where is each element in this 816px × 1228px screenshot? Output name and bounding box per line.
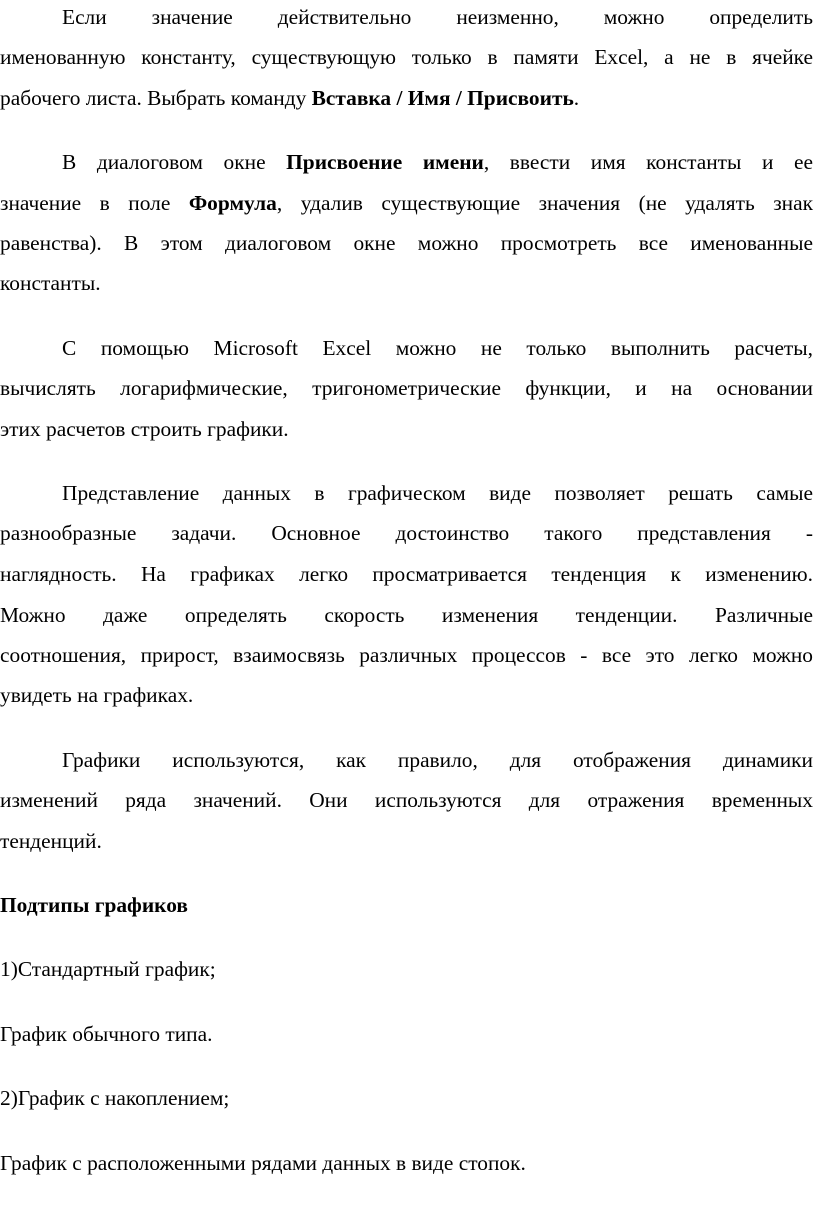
paragraph-3-line-2: вычислять логарифмические, тригонометрические функции, и на основании <box>0 376 813 400</box>
paragraph-3-line-3: этих расчетов строить графики. <box>0 417 289 441</box>
paragraph-4-line-5: соотношения, прирост, взаимосвязь различных процессов - все это легко можно <box>0 643 813 667</box>
menu-command-insert-name-define: Вставка / Имя / Присвоить <box>311 86 574 110</box>
list-item: График с расположенными рядами данных в виде стопок. <box>0 1151 526 1175</box>
paragraph-2-text-cont: , ввести имя константы и ее <box>483 150 814 174</box>
dialog-name-define: Присвоение имени <box>286 150 484 174</box>
paragraph-4-line-1: Представление данных в графическом виде позволяет решать самые <box>62 481 813 505</box>
paragraph-2-text-2: значение в поле <box>0 191 189 215</box>
paragraph-4-line-3: наглядность. На графиках легко просматривается тенденция к изменению. <box>0 562 813 586</box>
paragraph-5-line-1: Графики используются, как правило, для отображения динамики <box>62 748 813 772</box>
paragraph-2-line-2 <box>0 188 813 218</box>
paragraph-4-line-2: разнообразные задачи. Основное достоинство такого представления - <box>0 521 813 545</box>
paragraph-2-line-4: константы. <box>0 271 101 295</box>
field-formula: Формула <box>188 191 277 215</box>
list-item: 1)Стандартный график; <box>0 957 216 981</box>
paragraph-3-line-1: С помощью Microsoft Excel можно не только выполнить расчеты, <box>62 336 813 360</box>
paragraph-1-line-3 <box>0 83 813 113</box>
list-item: 2)График с накоплением; <box>0 1086 230 1110</box>
paragraph-2-line-3: равенства). В этом диалоговом окне можно просмотреть все именованные <box>0 231 813 255</box>
paragraph-1-text: рабочего листа. Выбрать команду <box>0 86 312 110</box>
section-heading-text: Подтипы графиков <box>0 893 188 917</box>
section-heading <box>0 890 813 920</box>
paragraph-2-text: В диалоговом окне <box>62 150 287 174</box>
paragraph-1-line-1: Если значение действительно неизменно, можно определить <box>62 5 813 29</box>
list-item: График обычного типа. <box>0 1022 213 1046</box>
paragraph-5-line-2: изменений ряда значений. Они используются для отражения временных <box>0 788 813 812</box>
paragraph-2-line-1 <box>62 147 813 177</box>
paragraph-1-period: . <box>573 86 580 110</box>
paragraph-4-line-4: Можно даже определять скорость изменения тенденции. Различные <box>0 603 813 627</box>
paragraph-1-line-2: именованную константу, существующую только в памяти Excel, а не в ячейке <box>0 45 813 69</box>
paragraph-4-line-6: увидеть на графиках. <box>0 683 194 707</box>
paragraph-2-text-2-cont: , удалив существующие значения (не удалять знак <box>276 191 813 215</box>
paragraph-5-line-3: тенденций. <box>0 829 102 853</box>
